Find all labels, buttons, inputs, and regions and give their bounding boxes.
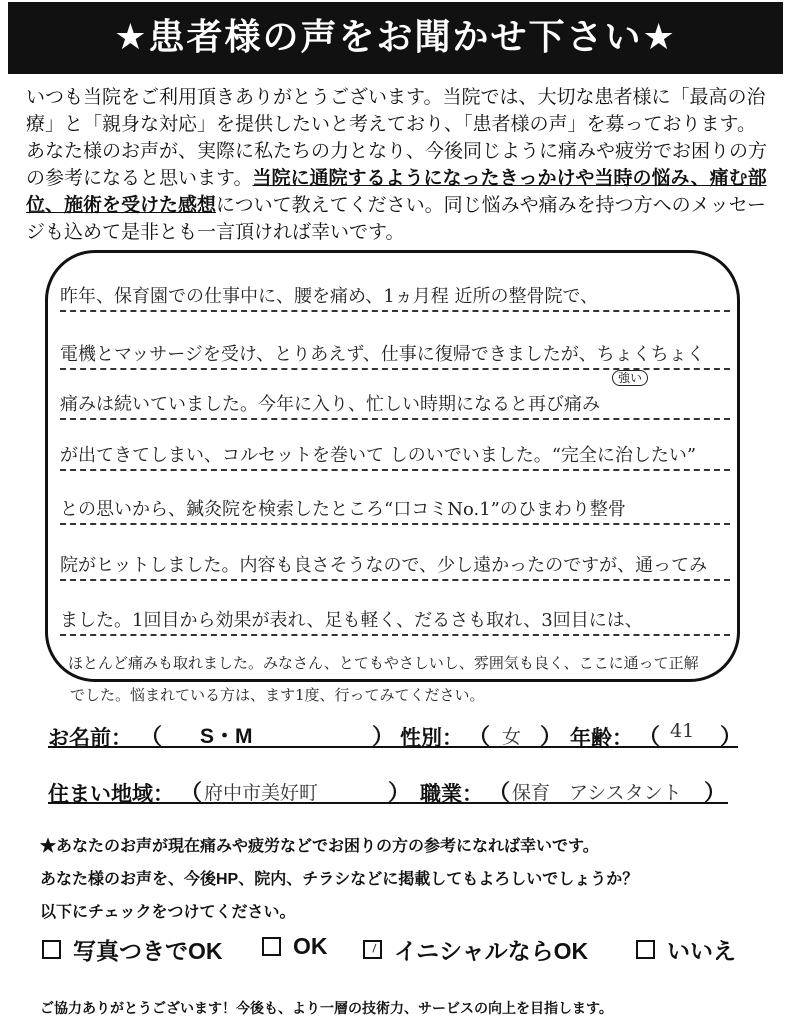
close-paren: ） — [720, 725, 743, 750]
open-paren: （ — [468, 725, 491, 750]
option-photo-ok[interactable] — [42, 933, 223, 966]
intro-text-before: いつも当院をご利用頂きありがとうございます。当院では、大切な患者様に「最高の治療」と「親身な対応」を提供したいと考えており、「患者様の声」を募っております。あなた様のお声が、実際に私たちの力となり、今後同じように痛みや疲労でお困りの方の参考になると思います。 — [26, 87, 768, 189]
age-label: 年齢： — [570, 727, 633, 750]
testimonial-line: 痛みは続いていました。今年に入り、忙しい時期になると再び痛み — [60, 392, 730, 420]
gender-value: 女 — [502, 726, 522, 748]
option-label: イニシャルならOK — [394, 938, 589, 964]
testimonial-line: が出てきてしまい、コルセットを巻いて しのいでいました。“完全に治したい” — [60, 443, 730, 471]
consent-line-1: ★あなたのお声が現在痛みや疲労などでお困りの方の参考になれば幸いです。 — [40, 838, 599, 855]
name-label: お名前： — [48, 727, 132, 750]
open-paren: （ — [488, 781, 511, 806]
area-row-underline — [48, 802, 728, 804]
open-paren: （ — [638, 725, 661, 750]
option-initials-ok[interactable] — [363, 933, 588, 966]
job-label: 職業： — [420, 783, 483, 806]
footer-thanks: ご協力ありがとうございます！今後も、より一層の技術力、サービスの向上を目指します。 — [40, 1000, 613, 1016]
gender-label: 性別： — [400, 727, 463, 750]
page-title: ★患者様の声をお聞かせ下さい★ — [8, 2, 783, 74]
insert-note: 強い — [612, 370, 648, 386]
testimonial-line: ほとんど痛みも取れました。みなさん、とてもやさしいし、雰囲気も良く、ここに通って正解 — [68, 654, 699, 672]
name-value: S・M — [200, 725, 253, 748]
close-paren: ） — [540, 725, 563, 750]
intro-emphasis: 当院に通院するようになったきっかけや当時の悩み、痛む部位、施術を受けた感想 — [26, 168, 767, 216]
option-no[interactable] — [636, 933, 736, 966]
consent-line-2: あなた様のお声を、今後HP、院内、チラシなどに掲載してもよろしいでしょうか？ — [40, 871, 639, 888]
testimonial-line: でした。悩まれている方は、ます1度、行ってみてください。 — [70, 686, 485, 704]
testimonial-line: ました。1回目から効果が表れ、足も軽く、だるさも取れ、3回目には、 — [60, 608, 730, 636]
option-label: OK — [293, 933, 328, 959]
checkbox[interactable] — [262, 937, 281, 956]
area-value: 府中市美好町 — [204, 782, 319, 804]
option-ok[interactable] — [262, 933, 328, 960]
open-paren: （ — [180, 781, 203, 806]
consent-line-3: 以下にチェックをつけてください。 — [40, 904, 296, 921]
testimonial-line: 昨年、保育園での仕事中に、腰を痛め、1ヵ月程 近所の整骨院で、 — [60, 284, 730, 312]
option-label: 写真つきでOK — [73, 938, 223, 964]
checkbox-checked[interactable] — [363, 940, 382, 959]
testimonial-line: 院がヒットしました。内容も良さそうなので、少し遠かったのですが、通ってみ — [60, 553, 730, 581]
age-value: 41 — [670, 720, 695, 742]
checkbox[interactable] — [42, 940, 61, 959]
testimonial-line: 電機とマッサージを受け、とりあえず、仕事に復帰できましたが、ちょくちょく — [60, 342, 730, 370]
open-paren: （ — [140, 725, 163, 750]
close-paren: ） — [388, 781, 411, 806]
close-paren: ） — [372, 725, 395, 750]
name-row-underline — [48, 746, 738, 748]
testimonial-line: との思いから、鍼灸院を検索したところ“口コミNo.1”のひまわり整骨 — [60, 497, 730, 525]
intro-text-after: について教えてください。同じ悩みや痛みを持つ方へのメッセージも込めて是非とも一言頂ければ幸いです。 — [26, 195, 766, 243]
job-value: 保育 アシスタント — [512, 782, 682, 804]
option-label: いいえ — [667, 938, 736, 964]
intro-text — [26, 84, 771, 246]
checkbox[interactable] — [636, 940, 655, 959]
area-label: 住まい地域： — [48, 783, 174, 806]
close-paren: ） — [704, 781, 727, 806]
